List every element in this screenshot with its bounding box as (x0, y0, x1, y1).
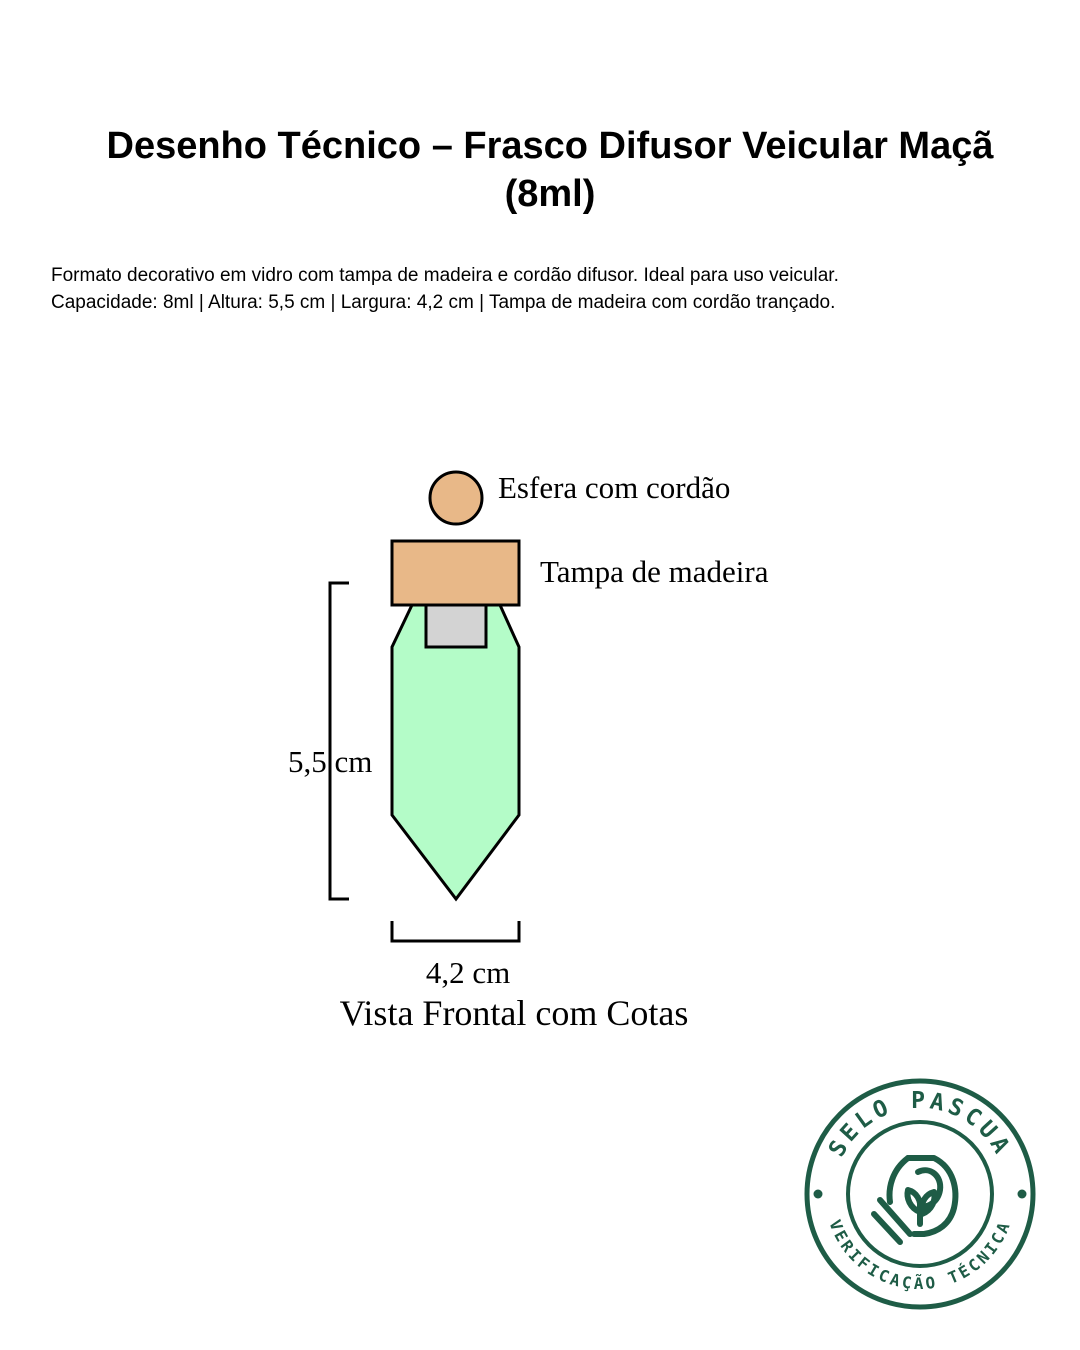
seal-top-text: SELO PASCUA (824, 1088, 1016, 1162)
cap-label: Tampa de madeira (540, 554, 769, 589)
verification-seal (807, 1081, 1033, 1307)
title-line-1: Desenho Técnico – Frasco Difusor Veicular Maçã (106, 125, 994, 167)
sphere-label: Esfera com cordão (498, 470, 731, 505)
width-dimension-line (392, 921, 519, 941)
seal-dot-right (1018, 1190, 1027, 1199)
sphere-shape (430, 472, 482, 524)
wooden-cap (392, 541, 519, 605)
description-line-2: Capacidade: 8ml | Altura: 5,5 cm | Largura: 4,2 cm | Tampa de madeira com cordão trançado. (51, 292, 836, 313)
height-dimension-label: 5,5 cm (288, 744, 373, 779)
height-dimension-line (330, 583, 349, 899)
seal-bottom-text: VERIFICAÇÃO TÉCNICA (825, 1217, 1015, 1293)
description-line-1: Formato decorativo em vidro com tampa de madeira e cordão difusor. Ideal para uso veicular. (51, 265, 839, 286)
view-caption: Vista Frontal com Cotas (339, 993, 689, 1033)
width-dimension-label: 4,2 cm (425, 955, 511, 990)
seal-dot-left (814, 1190, 823, 1199)
glass-bottle-body (392, 605, 519, 899)
bottle-neck (426, 605, 486, 647)
title-line-2: (8ml) (504, 173, 596, 215)
